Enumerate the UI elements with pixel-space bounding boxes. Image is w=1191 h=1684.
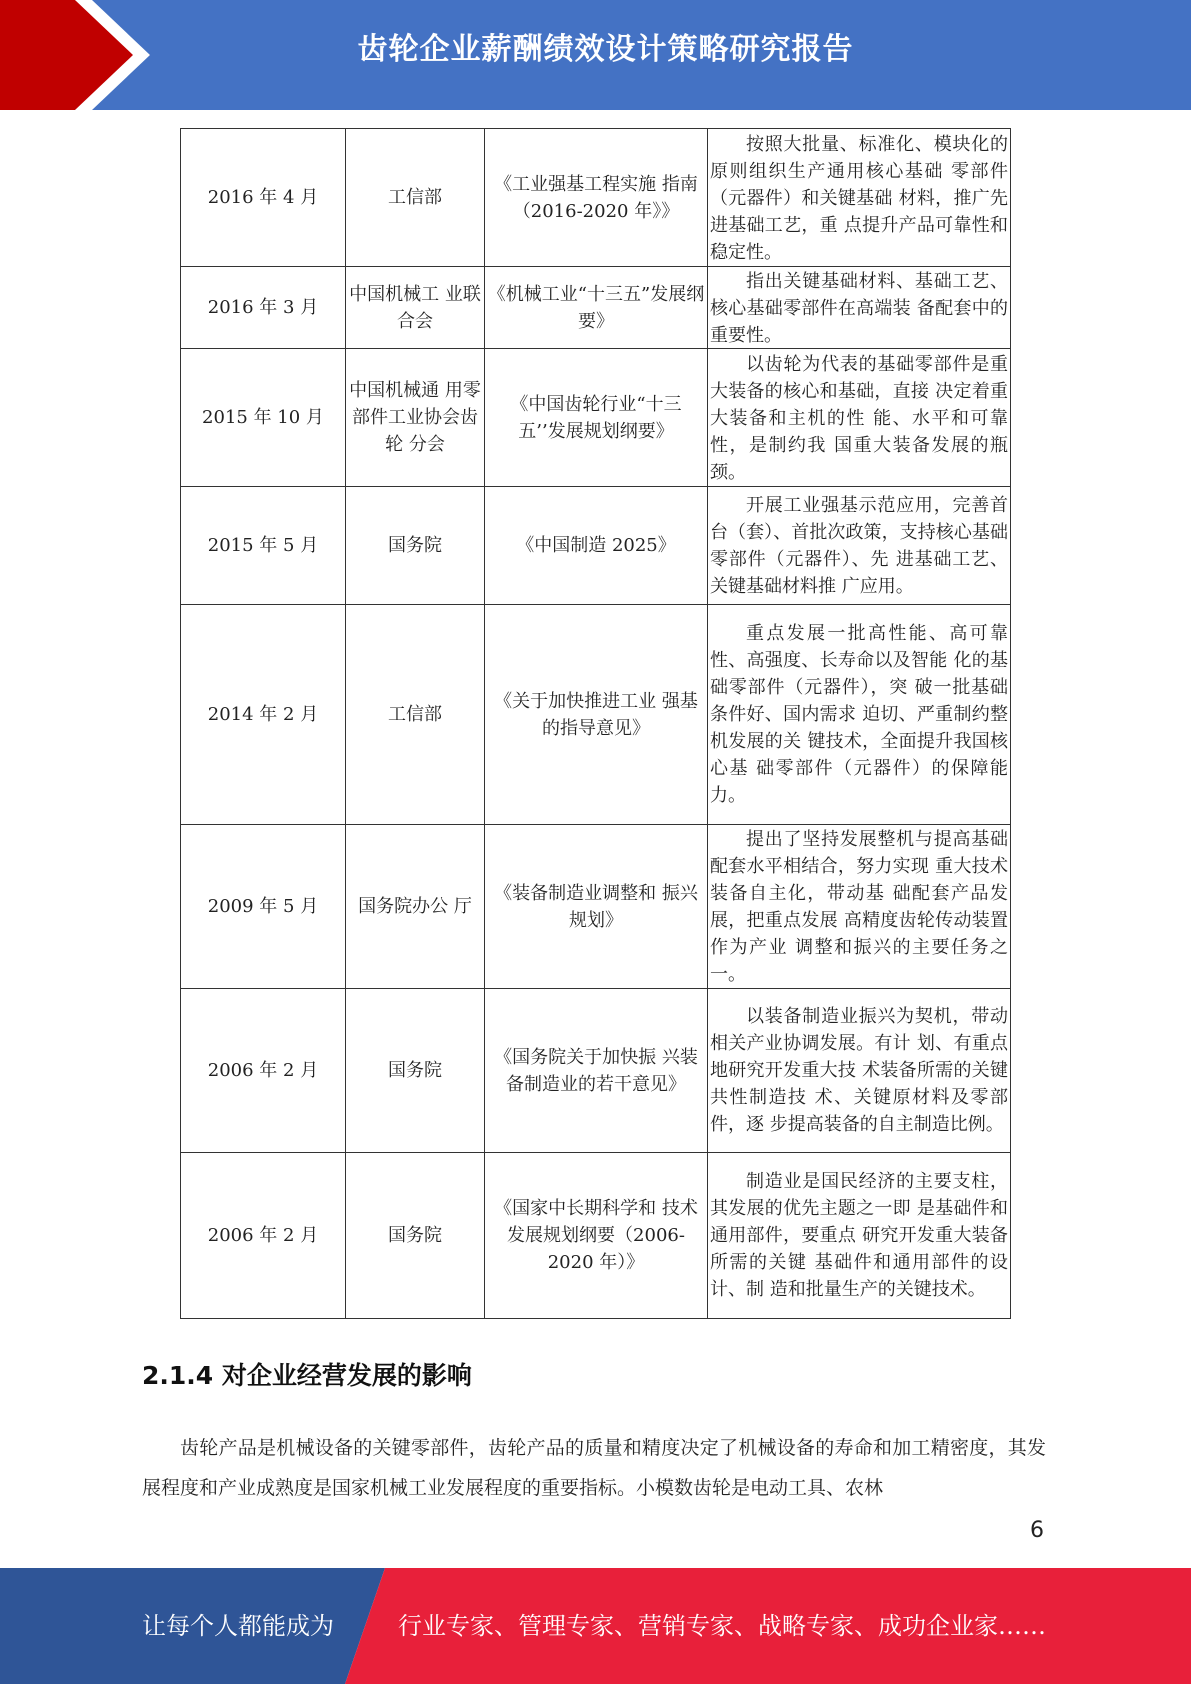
date-cell: 2016 年 3 月 xyxy=(181,267,346,349)
content-cell xyxy=(708,989,1011,1153)
dept-cell: 中国机械通 用零部件工业协会齿轮 分会 xyxy=(346,349,485,487)
date-cell: 2015 年 5 月 xyxy=(181,487,346,605)
content-text: 指出关键基础材料、基础工艺、核心基础零部件在高端装 备配套中的重要性。 xyxy=(710,270,1008,346)
content-cell xyxy=(708,487,1011,605)
date-cell: 2006 年 2 月 xyxy=(181,1153,346,1319)
table-row xyxy=(181,487,1011,605)
footer-slogan-right: 行业专家、管理专家、营销专家、战略专家、成功企业家…… xyxy=(398,1612,1046,1640)
content-cell xyxy=(708,129,1011,267)
footer-slogan-left: 让每个人都能成为 xyxy=(142,1612,334,1640)
page-number: 6 xyxy=(1030,1518,1044,1543)
table-row xyxy=(181,129,1011,267)
document-cell: 《国务院关于加快振 兴装备制造业的若干意见》 xyxy=(485,989,708,1153)
dept-cell: 国务院 xyxy=(346,989,485,1153)
table-row xyxy=(181,267,1011,349)
date-cell: 2015 年 10 月 xyxy=(181,349,346,487)
dept-cell: 国务院 xyxy=(346,487,485,605)
table-row xyxy=(181,825,1011,989)
body-paragraph: 齿轮产品是机械设备的关键零部件，齿轮产品的质量和精度决定了机械设备的寿命和加工精密度，其发展程度和产业成熟度是国家机械工业发展程度的重要指标。小模数齿轮是电动工具、农林 xyxy=(142,1437,1046,1499)
dept-cell: 国务院办公 厅 xyxy=(346,825,485,989)
content-text: 重点发展一批高性能、高可靠性、高强度、长寿命以及智能 化的基础零部件（元器件），突 破一批基础条件好、国内需求 迫切、严重制约整机发展的关 键技术，全面提升我国核心基 础零部件（元器件）的保障能 力。 xyxy=(710,623,1008,806)
header-title: 齿轮企业薪酬绩效设计策略研究报告 xyxy=(357,32,854,67)
document-cell: 《关于加快推进工业 强基的指导意见》 xyxy=(485,605,708,825)
date-cell: 2014 年 2 月 xyxy=(181,605,346,825)
content-cell xyxy=(708,605,1011,825)
content-text: 以齿轮为代表的基础零部件是重大装备的核心和基础，直接 决定着重大装备和主机的性 能、水平和可靠性，是制约我 国重大装备发展的瓶颈。 xyxy=(710,353,1008,483)
date-cell: 2009 年 5 月 xyxy=(181,825,346,989)
content-text: 制造业是国民经济的主要支柱，其发展的优先主题之一即 是基础件和通用部件，要重点 研究开发重大装备所需的关键 基础件和通用部件的设计、制 造和批量生产的关键技术。 xyxy=(710,1171,1008,1300)
document-cell: 《国家中长期科学和 技术发展规划纲要（2006-2020 年）》 xyxy=(485,1153,708,1319)
dept-cell: 工信部 xyxy=(346,605,485,825)
content-cell xyxy=(708,267,1011,349)
content-cell xyxy=(708,349,1011,487)
dept-cell: 中国机械工 业联合会 xyxy=(346,267,485,349)
content-text: 开展工业强基示范应用，完善首台（套）、首批次政策，支持核心基础零部件（元器件）、先 进基础工艺、关键基础材料推 广应用。 xyxy=(710,494,1008,597)
table-row xyxy=(181,989,1011,1153)
content-text: 按照大批量、标准化、模块化的原则组织生产通用核心基础 零部件（元器件）和关键基础 材料，推广先进基础工艺，重 点提升产品可靠性和稳定性。 xyxy=(710,133,1008,263)
policy-table xyxy=(180,128,1011,1319)
date-cell: 2016 年 4 月 xyxy=(181,129,346,267)
page-footer xyxy=(0,1568,1191,1684)
section-heading: 2.1.4 对企业经营发展的影响 xyxy=(142,1361,472,1390)
document-cell: 《中国制造 2025》 xyxy=(485,487,708,605)
document-cell: 《装备制造业调整和 振兴规划》 xyxy=(485,825,708,989)
page-header xyxy=(0,0,1191,110)
dept-cell: 国务院 xyxy=(346,1153,485,1319)
table-row xyxy=(181,349,1011,487)
content-text: 以装备制造业振兴为契机，带动相关产业协调发展。有计 划、有重点地研究开发重大技 术装备所需的关键共性制造技 术、关键原材料及零部件，逐 步提高装备的自主制造比例。 xyxy=(710,1006,1008,1135)
content-text: 提出了坚持发展整机与提高基础配套水平相结合，努力实现 重大技术装备自主化，带动基 础配套产品发展，把重点发展 高精度齿轮传动装置作为产业 调整和振兴的主要任务之一。 xyxy=(710,828,1008,985)
document-cell: 《机械工业“十三五”发展纲要》 xyxy=(485,267,708,349)
table-row xyxy=(181,605,1011,825)
document-cell: 《中国齿轮行业“十三 五’’发展规划纲要》 xyxy=(485,349,708,487)
table-row xyxy=(181,1153,1011,1319)
content-cell xyxy=(708,1153,1011,1319)
content-cell xyxy=(708,825,1011,989)
dept-cell: 工信部 xyxy=(346,129,485,267)
date-cell: 2006 年 2 月 xyxy=(181,989,346,1153)
document-cell: 《工业强基工程实施 指南（2016-2020 年》》 xyxy=(485,129,708,267)
